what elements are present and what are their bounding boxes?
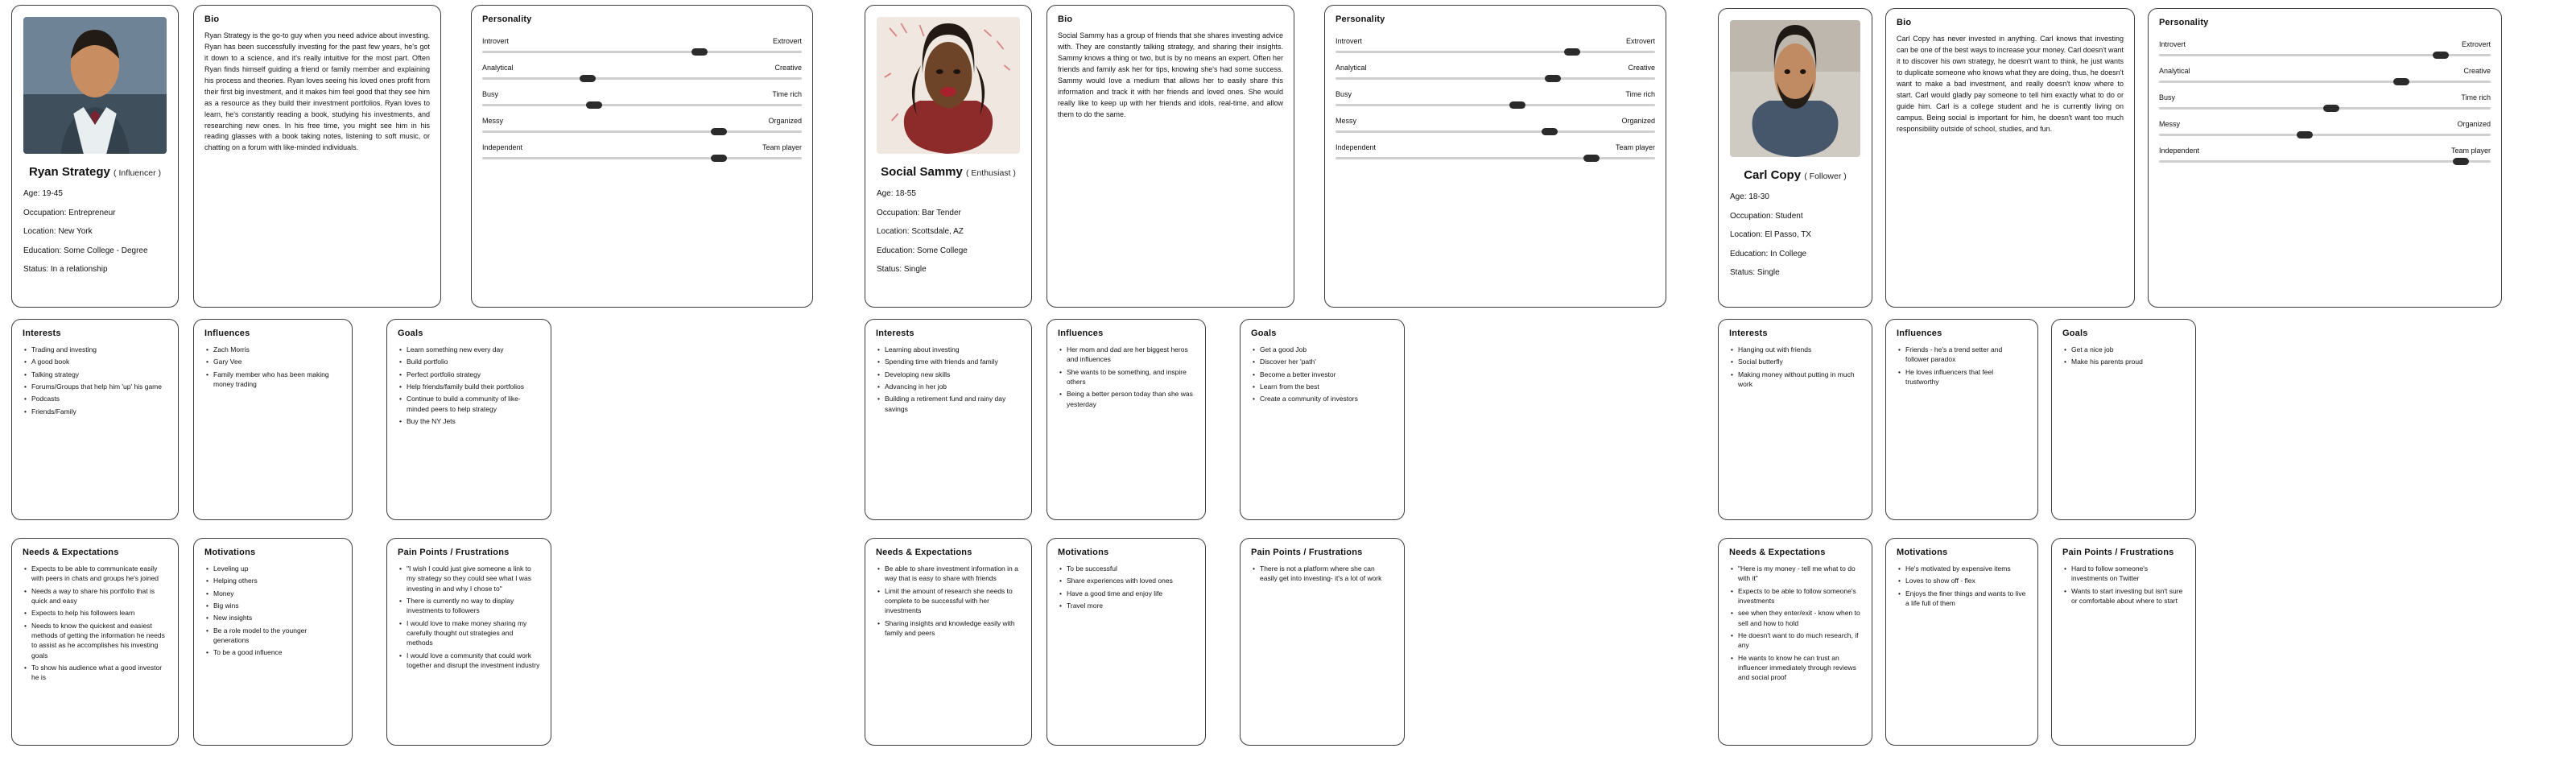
list-item: • Expects to be able to communicate easily with peers in chats and groups he's joined [31,564,167,584]
list-item: • Discover her 'path' [1260,357,1393,366]
slider-knob[interactable] [586,101,602,109]
fact-occupation: Occupation: Bar Tender [877,208,961,217]
persona-name [877,165,1020,179]
slider-label-right: Creative [774,64,802,72]
slider-introvert-extrovert [482,37,802,53]
pain-points-title: Pain Points / Frustrations [1251,548,1363,557]
pain-points-list [1251,564,1393,584]
slider-messy-organized [1335,117,1655,133]
slider-label-left: Messy [2159,120,2181,128]
list-item: • Needs a way to share his portfolio that is quick and easy [31,586,167,606]
list-item: • Helping others [213,576,341,585]
goals-card [386,319,551,520]
list-item: • Leveling up [213,564,341,573]
slider-label-right: Organized [1621,117,1655,125]
interests-card [865,319,1032,520]
fact-location: Location: New York [23,227,93,236]
slider-label-left: Introvert [1335,37,1363,45]
list-item: • To be successful [1067,564,1195,573]
influences-card [193,319,353,520]
slider-knob[interactable] [2393,78,2409,85]
slider-knob[interactable] [2297,131,2313,139]
persona-column-social-sammy [853,0,1699,769]
pain-points-list [398,564,540,670]
slider-label-right: Extrovert [1625,37,1655,45]
persona-type-text: ( Enthusiast ) [966,168,1016,178]
needs-title: Needs & Expectations [876,548,972,557]
goals-title: Goals [398,329,423,338]
persona-facts [23,189,167,275]
list-item: • Family member who has been making money trading [213,370,341,390]
motivations-title: Motivations [204,548,256,557]
personality-title: Personality [1335,14,1385,24]
list-item: • "Here is my money - tell me what to do with it" [1738,564,1861,584]
bio-card [193,5,441,308]
slider-label-left: Busy [1335,90,1352,98]
list-item: • Expects to be able to follow someone's investments [1738,586,1861,606]
personality-sliders [482,37,802,159]
slider-knob[interactable] [1509,101,1525,109]
list-item: • Continue to build a community of like-minded peers to help strategy [407,394,540,414]
bio-title: Bio [1897,18,1912,27]
slider-label-right: Time rich [772,90,802,98]
slider-label-right: Organized [768,117,802,125]
persona-name-text: Carl Copy [1744,168,1802,182]
fact-location: Location: El Passo, TX [1730,230,1811,239]
slider-label-right: Creative [2463,67,2491,75]
slider-label-right: Time rich [1625,90,1655,98]
slider-label-left: Analytical [482,64,514,72]
persona-name [1730,168,1860,182]
list-item: • Being a better person today than she was yesterday [1067,389,1195,409]
list-item: • Build portfolio [407,357,540,366]
slider-label-right: Extrovert [772,37,802,45]
list-item: • Buy the NY Jets [407,416,540,426]
goals-title: Goals [2062,329,2088,338]
slider-busy-timerich [482,90,802,106]
list-item: • Advancing in her job [885,382,1021,391]
bio-card [1885,8,2135,308]
list-item: • Talking strategy [31,370,167,379]
list-item: • He's motivated by expensive items [1905,564,2027,573]
bio-text: Carl Copy has never invested in anything. Carl knows that investing can be one of the best ways to increase your money. Carl doesn't want it to discover his own strategy, he doesn't want to think, he just wants to duplicate someone who knows what they are doing, thus, he doesn't want to make a bad investment, and really doesn't know where to start. Carl would gladly pay someone to tell him exactly what to do or guide him. Carl is a college student and he is currently living on campus. Being social is important for him, he doesn't want too much responsibility outside of school, studies, and fun. [1897,35,2124,133]
bio-text: Social Sammy has a group of friends that she shares investing advice with. They are constantly talking strategy, and sharing their insights. Sammy knows a thing or two, but is by no means an expert. Often her friends and family ask her for tips, knowing she's had some success. Sammy would love a medium that allows her to easily share this information and track it with her friends and loved ones. She would really like to keep up with her friends and idols, real-time, and allow them to do the same. [1058,31,1283,118]
list-item: • There is not a platform where she can easily get into investing- it's a lot of work [1260,564,1393,584]
identity-card [1718,8,1872,308]
list-item: • Zach Morris [213,345,341,354]
slider-analytical-creative [1335,64,1655,80]
influences-title: Influences [1058,329,1104,338]
list-item: • Travel more [1067,601,1195,610]
slider-label-right: Team player [2450,147,2491,155]
list-item: • Forums/Groups that help him 'up' his game [31,382,167,391]
pain-points-title: Pain Points / Frustrations [398,548,510,557]
slider-label-left: Introvert [2159,40,2186,48]
list-item: • Hard to follow someone's investments on Twitter [2071,564,2185,584]
needs-list [876,564,1021,638]
persona-photo [1730,20,1860,157]
list-item: • Big wins [213,601,341,610]
identity-card [11,5,179,308]
persona-photo [23,17,167,154]
list-item: • Share experiences with loved ones [1067,576,1195,585]
influences-list [1897,345,2027,387]
slider-busy-timerich [2159,93,2491,110]
bio-title: Bio [1058,14,1073,24]
persona-type-text: ( Follower ) [1804,172,1847,181]
slider-label-right: Organized [2457,120,2491,128]
list-item: • Learn something new every day [407,345,540,354]
influences-title: Influences [1897,329,1942,338]
list-item: • Get a nice job [2071,345,2185,354]
slider-track[interactable] [2159,107,2491,110]
fact-status: Status: In a relationship [23,265,108,274]
influences-title: Influences [204,329,250,338]
slider-label-left: Analytical [1335,64,1367,72]
motivations-card [193,538,353,746]
pain-points-title: Pain Points / Frustrations [2062,548,2174,557]
slider-independent-teamplayer [482,143,802,159]
slider-messy-organized [2159,120,2491,136]
slider-track[interactable] [2159,54,2491,56]
list-item: • Wants to start investing but isn't sure or comfortable about where to start [2071,586,2185,606]
list-item: • I would love to make money sharing my carefully thought out strategies and methods [407,618,540,648]
list-item: • "I wish I could just give someone a link to my strategy so they could see what I was investing in and why I chose to" [407,564,540,593]
slider-knob[interactable] [2323,105,2339,112]
list-item: • Building a retirement fund and rainy day savings [885,394,1021,414]
slider-independent-teamplayer [2159,147,2491,163]
slider-track[interactable] [2159,81,2491,83]
goals-list [398,345,540,426]
personality-card [471,5,813,308]
fact-education: Education: Some College [877,246,968,255]
list-item: • Be able to share investment information in a way that is easy to share with friends [885,564,1021,584]
pain-points-list [2062,564,2185,606]
slider-knob[interactable] [1542,128,1558,135]
personality-title: Personality [482,14,532,24]
needs-card [1718,538,1872,746]
fact-occupation: Occupation: Student [1730,211,1803,221]
slider-label-left: Introvert [482,37,510,45]
fact-status: Status: Single [877,265,927,274]
fact-age: Age: 18-30 [1730,192,1769,201]
fact-education: Education: Some College - Degree [23,246,148,255]
identity-card [865,5,1032,308]
fact-education: Education: In College [1730,249,1807,258]
list-item: • Have a good time and enjoy life [1067,589,1195,598]
slider-track[interactable] [482,104,802,106]
slider-track[interactable] [1335,77,1655,80]
slider-knob[interactable] [691,48,708,56]
influences-card [1885,319,2038,520]
slider-track[interactable] [1335,51,1655,53]
list-item: • Learn from the best [1260,382,1393,391]
motivations-list [1897,564,2027,608]
slider-busy-timerich [1335,90,1655,106]
list-item: • Gary Vee [213,357,341,366]
list-item: • Needs to know the quickest and easiest methods of getting the information he needs to assist as he accomplishes his investing goals [31,621,167,660]
list-item: • Friends - he's a trend setter and follower paradox [1905,345,2027,365]
list-item: • To show his audience what a good investor he is [31,663,167,683]
slider-messy-organized [482,117,802,133]
interests-card [1718,319,1872,520]
list-item: • Money [213,589,341,598]
slider-track[interactable] [482,77,802,80]
slider-independent-teamplayer [1335,143,1655,159]
slider-knob[interactable] [1545,75,1561,82]
slider-track[interactable] [2159,160,2491,163]
list-item: • Make his parents proud [2071,357,2185,366]
slider-label-right: Creative [1628,64,1655,72]
pain-points-card [1240,538,1405,746]
list-item: • Create a community of investors [1260,394,1393,403]
list-item: • Limit the amount of research she needs to complete to be successful with her investments [885,586,1021,616]
list-item: • Social butterfly [1738,357,1861,366]
goals-card [2051,319,2196,520]
fact-age: Age: 18-55 [877,189,916,198]
slider-label-right: Time rich [2461,93,2491,101]
list-item: • Loves to show off - flex [1905,576,2027,585]
list-item: • She wants to be something, and inspire others [1067,367,1195,387]
needs-card [865,538,1032,746]
list-item: • Perfect portfolio strategy [407,370,540,379]
goals-list [2062,345,2185,367]
motivations-list [204,564,341,658]
slider-knob[interactable] [1583,155,1600,162]
needs-list [23,564,167,682]
list-item: • Learning about investing [885,345,1021,354]
slider-label-right: Team player [1615,143,1655,151]
slider-label-left: Analytical [2159,67,2190,75]
bio-title: Bio [204,14,220,24]
slider-knob[interactable] [711,155,727,162]
needs-title: Needs & Expectations [23,548,119,557]
fact-occupation: Occupation: Entrepreneur [23,208,116,217]
list-item: • Hanging out with friends [1738,345,1861,354]
persona-name [23,165,167,179]
pain-points-card [2051,538,2196,746]
list-item: • Become a better investor [1260,370,1393,379]
slider-label-left: Messy [1335,117,1357,125]
list-item: • I would love a community that could work together and disrupt the investment industry [407,651,540,671]
fact-age: Age: 19-45 [23,189,63,198]
list-item: • Making money without putting in much work [1738,370,1861,390]
needs-card [11,538,179,746]
list-item: • Podcasts [31,394,167,403]
interests-title: Interests [23,329,61,338]
motivations-title: Motivations [1897,548,1948,557]
slider-label-left: Messy [482,117,504,125]
needs-list [1729,564,1861,682]
slider-label-right: Team player [762,143,802,151]
slider-knob[interactable] [711,128,727,135]
goals-card [1240,319,1405,520]
motivations-list [1058,564,1195,610]
slider-track[interactable] [1335,104,1655,106]
slider-knob[interactable] [580,75,596,82]
slider-label-left: Independent [482,143,523,151]
list-item: • Enjoys the finer things and wants to live a life full of them [1905,589,2027,609]
interests-list [23,345,167,416]
fact-location: Location: Scottsdale, AZ [877,227,964,236]
slider-label-left: Busy [482,90,499,98]
influences-list [1058,345,1195,409]
pain-points-card [386,538,551,746]
motivations-card [1885,538,2038,746]
persona-type-text: ( Influencer ) [114,168,161,178]
list-item: • Trading and investing [31,345,167,354]
list-item: • To be a good influence [213,647,341,657]
persona-facts [1730,192,1860,279]
list-item: • He wants to know he can trust an influencer immediately through reviews and social proof [1738,653,1861,683]
interests-title: Interests [1729,329,1768,338]
slider-track[interactable] [482,130,802,133]
bio-card [1046,5,1294,308]
interests-card [11,319,179,520]
persona-name-text: Social Sammy [881,165,963,179]
slider-track[interactable] [1335,130,1655,133]
fact-status: Status: Single [1730,268,1780,277]
list-item: • Sharing insights and knowledge easily with family and peers [885,618,1021,639]
persona-column-carl-copy [1707,0,2576,769]
list-item: • Expects to help his followers learn [31,608,167,618]
list-item: • Get a good Job [1260,345,1393,354]
slider-track[interactable] [2159,134,2491,136]
list-item: • A good book [31,357,167,366]
list-item: • There is currently no way to display investments to followers [407,596,540,616]
list-item: • Her mom and dad are her biggest heros and influences [1067,345,1195,365]
influences-list [204,345,341,389]
needs-title: Needs & Expectations [1729,548,1826,557]
goals-list [1251,345,1393,404]
slider-track[interactable] [482,51,802,53]
slider-analytical-creative [2159,67,2491,83]
interests-title: Interests [876,329,914,338]
list-item: • He loves influencers that feel trustworthy [1905,367,2027,387]
slider-knob[interactable] [1564,48,1580,56]
interests-list [876,345,1021,414]
list-item: • Help friends/family build their portfolios [407,382,540,391]
list-item: • see when they enter/exit - know when to sell and how to hold [1738,608,1861,628]
list-item: • Developing new skills [885,370,1021,379]
slider-analytical-creative [482,64,802,80]
influences-card [1046,319,1206,520]
persona-facts [877,189,1020,275]
slider-knob[interactable] [2433,52,2449,59]
slider-track[interactable] [482,157,802,159]
slider-label-left: Busy [2159,93,2176,101]
personality-sliders [1335,37,1655,159]
list-item: • Spending time with friends and family [885,357,1021,366]
list-item: • He doesn't want to do much research, if any [1738,630,1861,651]
persona-column-ryan-strategy [0,0,845,769]
slider-label-left: Independent [1335,143,1377,151]
slider-knob[interactable] [2453,158,2469,165]
persona-photo [877,17,1020,154]
slider-label-right: Extrovert [2461,40,2491,48]
bio-text: Ryan Strategy is the go-to guy when you need advice about investing. Ryan has been successfully investing for the past few years, he's got it down to a science, and it's really intuitive for the most part. Often Ryan finds himself guiding a friend or family member and explaining his process and theories. Ryan loves seeing his loved ones profit from their first big investment, and it makes him feel good that they see him as a resource as they build their investment portfolios. Ryan loves to learn, he's constantly reading a book, studying his investments, and researching new ones. In his free time, you might see him in his reading glasses with a book taking notes, listening to soft music, or chatting on a forum with like-minded individuals. [204,31,430,152]
slider-label-left: Independent [2159,147,2200,155]
list-item: • New insights [213,613,341,622]
persona-name-text: Ryan Strategy [29,165,110,179]
personality-card [2148,8,2502,308]
list-item: • Be a role model to the younger generations [213,626,341,646]
personality-card [1324,5,1666,308]
personality-title: Personality [2159,18,2209,27]
motivations-card [1046,538,1206,746]
interests-list [1729,345,1861,389]
slider-track[interactable] [1335,157,1655,159]
personality-sliders [2159,40,2491,163]
list-item: • Friends/Family [31,407,167,416]
slider-introvert-extrovert [2159,40,2491,56]
motivations-title: Motivations [1058,548,1109,557]
slider-introvert-extrovert [1335,37,1655,53]
goals-title: Goals [1251,329,1277,338]
